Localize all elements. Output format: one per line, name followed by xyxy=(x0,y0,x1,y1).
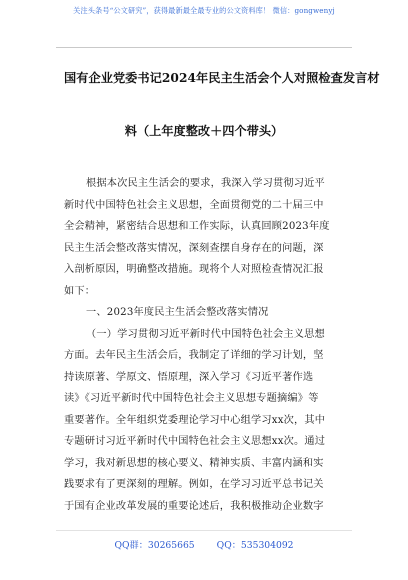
body-paragraph-line: 持读原著、学原文、悟原理，深入学习《习近平著作选 xyxy=(64,372,314,383)
body-paragraph-line: （一）学习贯彻习近平新时代中国特色社会主义思想 xyxy=(86,329,325,340)
header-note: 关注头条号“公文研究”，获得最新最全最专业的公文资料库！ 微信：gongwenyj xyxy=(73,6,335,15)
body-paragraph-line: 方面。去年民主生活会后，我制定了详细的学习计划，坚 xyxy=(64,350,324,361)
body-paragraph-line: 根据本次民主生活会的要求，我深入学习贯彻习近平 xyxy=(86,178,325,189)
footer-divider xyxy=(56,530,352,531)
body-paragraph-line: 于国有企业改革发展的重要论述后，我积极推动企业数字 xyxy=(64,501,324,512)
footer-qq-number: QQ：535304092 xyxy=(216,540,294,551)
body-paragraph-line: 民主生活会整改落实情况，深刻查摆自身存在的问题，深 xyxy=(64,243,324,254)
body-paragraph-line: 读》《习近平新时代中国特色社会主义思想专题摘编》等 xyxy=(64,393,319,404)
document-title-line-2: 料（上年度整改＋四个带头） xyxy=(124,124,284,138)
footer-qq-group: QQ群：30265665 xyxy=(114,540,195,551)
body-paragraph-line: 如下： xyxy=(64,286,96,297)
document-title-line-1: 国有企业党委书记2024年民主生活会个人对照检查发言材 xyxy=(64,71,380,85)
header-divider xyxy=(56,47,352,48)
section-heading: 一、2023年度民主生活会整改落实情况 xyxy=(86,307,269,318)
body-paragraph-line: 践要求有了更深刻的理解。例如，在学习习近平总书记关 xyxy=(64,479,324,490)
body-paragraph-line: 重要著作。全年组织党委理论学习中心组学习xx次，其中 xyxy=(64,415,326,426)
body-paragraph-line: 新时代中国特色社会主义思想，全面贯彻党的二十届三中 xyxy=(64,200,324,211)
body-paragraph-line: 专题研讨习近平新时代中国特色社会主义思想xx次。通过 xyxy=(64,436,326,447)
body-paragraph-line: 入剖析原因，明确整改措施。现将个人对照检查情况汇报 xyxy=(64,264,324,275)
body-paragraph-line: 学习，我对新思想的核心要义、精神实质、丰富内涵和实 xyxy=(64,458,324,469)
footer-contact xyxy=(0,537,408,551)
body-paragraph-line: 全会精神，紧密结合思想和工作实际，认真回顾2023年度 xyxy=(64,221,330,232)
